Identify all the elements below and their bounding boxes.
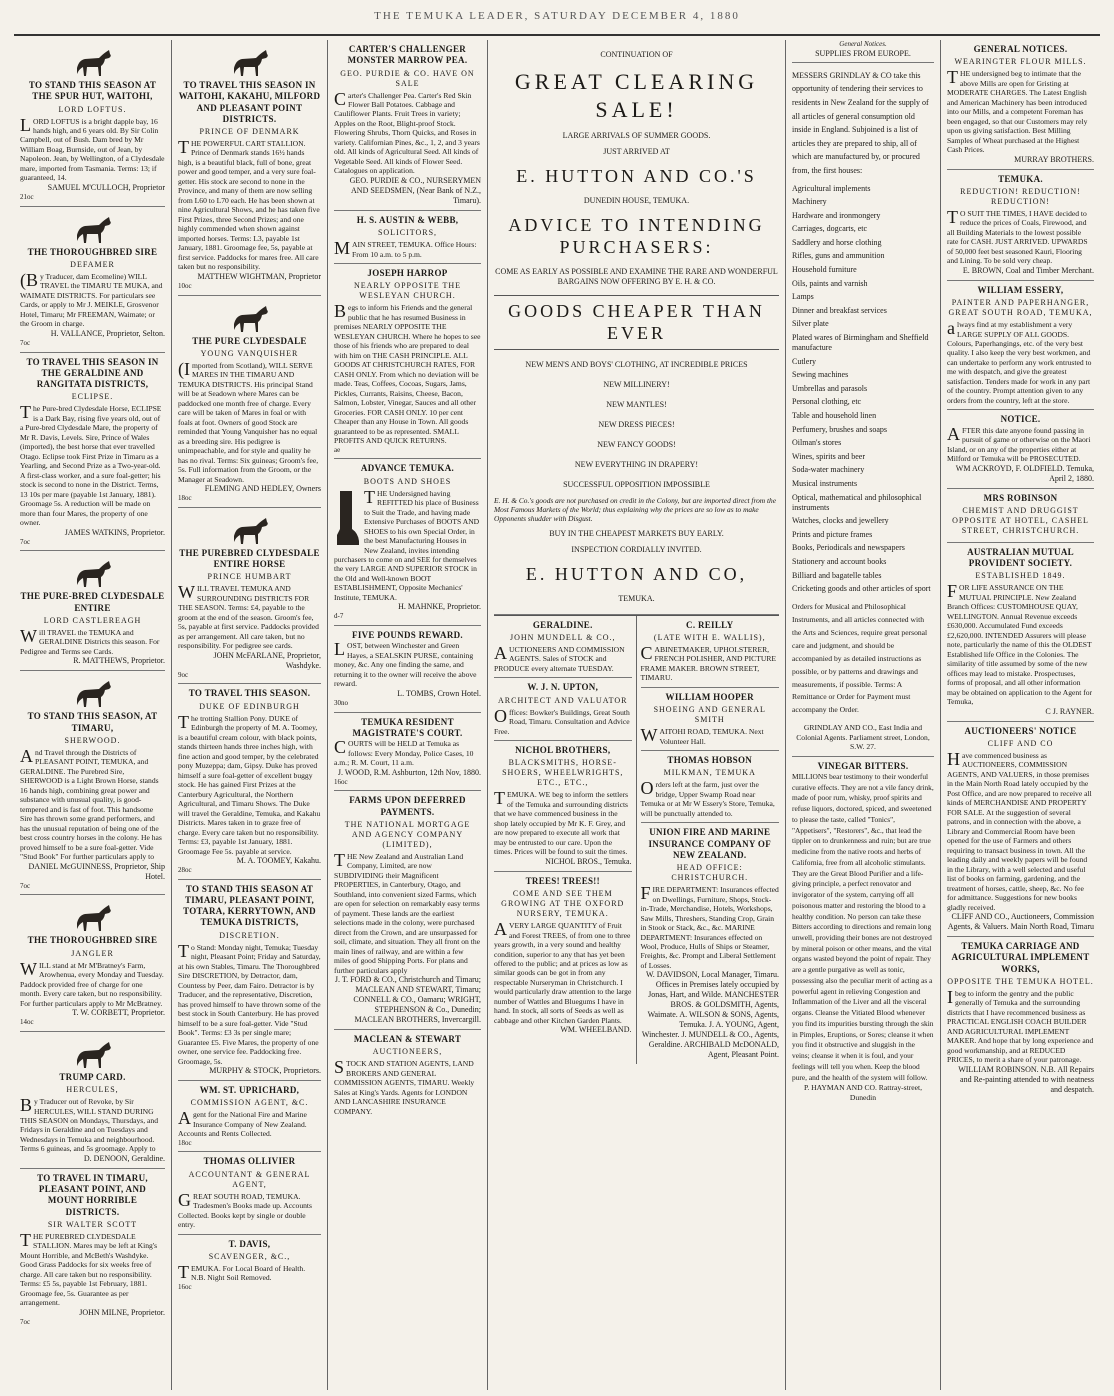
advertisement [334,459,481,626]
kicker: CONTINUATION OF [600,50,673,59]
goods-line: NEW EVERYTHING IN DRAPERY! [574,459,699,469]
ad-signature: MURPHY & STOCK, Proprietors. [209,1066,321,1076]
ad-title: MRS ROBINSON [983,492,1058,503]
ad-body: FOR LIFE ASSURANCE ON THE MUTUAL PRINCIPLE. New Zealand Branch Offices: CUSTOMHOUSE QUAY, WELLINGTON. Annual Revenue exceeds £630,000. Accumulated Fund exceeds £2,620,000. INTENDED Assurers will please note, particularly the name of this the OLDEST Established life Office in the Colonies. The similarity of title assumed by some of the new offices may lead to mistake. Prospectuses, forms of proposal, and all other information may be obtained on application to the Agent for Temuka, [947,581,1093,707]
ad-code: 16oc [334,777,348,786]
ad-title: GERALDINE. [532,619,593,630]
ad-subtitle: SHERWOOD. [64,735,121,745]
ad-subtitle: WEARINGTER FLOUR MILLS. [954,57,1087,67]
advertisement [494,616,632,679]
just-arrived-line: JUST ARRIVED AT [603,147,670,156]
advertisement [20,353,165,552]
ad-signature: SAMUEL M'CULLOCH, Proprietor [47,182,165,192]
article-item: Carriages, dogcarts, etc [792,224,868,234]
ad-body: The trotting Stallion Pony. DUKE of Edinburgh the property of M. A. Toomey, is a beautiful cream colour, with black points, stands thirteen hands three inches high, with fine action and good temper, by the celebrated pony Muzeppa; dam, Gipsy. Duke has proved himself a sure foal-getter of excellent buggy stock. He has gained First Prizes at the Canterbury Agricultural, the Northern Agricultural, and Timaru Shows. The Duke will travel the Geraldine, Temuka, and Kakahu Districts. Mares taken in to graze free of charge. Every care taken but no responsibility. Terms: £3, payable 1st January, 1881. Groomage Fee 5s. payable at service. [178,711,321,856]
advertisement [947,722,1094,937]
advertisement [947,543,1094,722]
advertisement [947,410,1094,488]
opposition-line: SUCCESSFUL OPPOSITION IMPOSSIBLE [563,479,710,489]
ad-subtitle: COME AND SEE THEM GROWING AT THE OXFORD NURSERY, TEMUKA. [501,889,625,919]
ad-body: THE undersigned beg to intimate that the above Mills are open for Gristing at MODERATE CHARGES. The Latest English and American Machinery has been introduced into our Mills, and a competent Foreman has been engaged, so that our Customers may rely upon us giving satisfaction. Best Milling Samples of Wheat purchased at the Highest Cash Prices. [947,67,1088,155]
ad-body: STOCK AND STATION AGENTS, LAND BROKERS AND GENERAL COMMISSION AGENTS, TIMARU. Weekly Sales at King's Yards. Agents for LONDON AND LANCASHIRE INSURANCE COMPANY. [334,1057,475,1116]
article-item: Optical, mathematical and philosophical instruments [792,492,922,512]
house-line: DUNEDIN HOUSE, TEMUKA. [583,195,690,205]
ad-subtitle: HERCULES, [66,1085,119,1095]
advertisement [20,1032,165,1169]
grindlay-outro: Orders for Musical and Philosophical Instruments, and all articles connected with the Arts and Sciences, require great personal care and judgment, and should be accompanied by as detailed instructions as possible, or by patterns and drawings and measurements, if possible. Terms: A Remittance or Order for Payment must accompany the Order. [792,602,928,715]
ad-title: THE PURE CLYDESDALE [192,335,307,346]
ad-subtitle: SCAVENGER, &C., [208,1251,291,1261]
masthead: THE TEMUKA LEADER, SATURDAY DECEMBER 4, 1880 [374,10,740,22]
ad-body: THE New Zealand and Australian Land Company, Limited, are now SUBDIVIDING their Magnificent PROPERTIES, in Canterbury, Otago, and Southland, into convenient sized Farms, which are open for selection on remarkably easy terms of payment. These lands are the earliest selections made in the colony, were purchased direct from the Crown, and are unsurpassed for soil, climate, and situation. They all front on the main lines of railway, and are within a few miles of good Shipping Ports. For plans and further particulars apply [334,849,481,975]
ad-title: NOTICE. [1000,414,1041,425]
column-4-left-ads [494,616,637,1065]
ad-title: TREES! TREES!! [525,875,600,886]
ad-signature: MATTHEW WIGHTMAN, Proprietor [197,271,321,281]
article-item: Personal clothing, etc [792,397,862,407]
masthead-rule [14,34,1100,36]
ad-title: WILLIAM ESSERY, [977,284,1064,295]
ad-body: By Traducer out of Revoke, by Sir HERCULES, WILL STAND DURING THIS SEASON on Mondays, Thursdays, and Fridays in Geraldine and on Tuesdays and Wednesdays in Temuka and neighbourhood. Terms 6 guineas, and 5s groomage. Apply to [20,1095,159,1154]
grindlay-signature: GRINDLAY AND CO., East India and Colonial Agents. Parliament street, London, S.W. 27. [792,723,934,756]
advertisement [641,823,780,1064]
advertisement [178,1152,321,1234]
ad-title: AUSTRALIAN MUTUAL PROVIDENT SOCIETY. [967,546,1074,569]
ad-title: CARTER'S CHALLENGER MONSTER MARROW PEA. [347,44,468,66]
ad-signature: R. MATTHEWS, Proprietor. [73,656,165,666]
ad-body: AUCTIONEERS AND COMMISSION AGENTS. Sales of STOCK and PRODUCE every alternate TUESDAY. [494,643,625,673]
arrivals-line: LARGE ARRIVALS OF SUMMER GOODS. [562,131,711,140]
ad-body: MAIN STREET, TEMUKA. Office Hours: From 10 a.m. to 5 p.m. [334,238,477,259]
goods-line: NEW MILLINERY! [603,379,670,389]
ad-subtitle: OPPOSITE THE TEMUKA HOTEL. [947,976,1094,986]
ad-subtitle: DEFAMER [70,259,115,269]
ad-signature: MURRAY BROTHERS. [1014,154,1094,164]
boot-illustration [334,489,360,547]
ad-code: 28oc [178,865,192,874]
article-item: Silver plate [792,319,829,329]
ad-title: WM. ST. UPRICHARD, [199,1085,300,1096]
ad-signature: W. DAVIDSON, Local Manager, Timaru. Offices in Premises lately occupied by Jonas, Hart, and Wilde. MANCHESTER BROS. & GOLDSMITH, Agents, Waimate. A. WILSON & SONS, Agents, Temuka. J. A. YOUNG, Agent, Winchester. J. MUNDELL & CO., Agents, Geraldine. ARCHIBALD McDONALD, Agent, Pleasant Point. [641,970,779,1060]
article-item: Oils, paints and varnish [792,278,868,288]
advertisement [178,40,321,296]
advertisement [20,671,165,895]
ad-subtitle: THE NATIONAL MORTGAGE AND AGENCY COMPANY (LIMITED), [344,819,471,849]
ad-title: THOMAS OLLIVIER [203,1156,296,1167]
ad-subtitle: JANGLER [71,948,114,958]
ad-signature: FLEMING AND HEDLEY, Owners [204,484,321,494]
advertisement [334,264,481,459]
advertisement [20,1169,165,1331]
advertisement [947,281,1094,411]
vinegar-body: MILLIONS bear testimony to their wonderful curative effects. They are not a vile fancy drink, made of poor rum, whisky, proof spirits and refuse liquors, doctored, spiced, and sweetened to please the taste, called "Tonics", "Appetisers", "Restorers", &c., that lead the tippler on to drunkenness and ruin; but are true medicine from the native roots and herbs of California, free from all alcoholic stimulants. They are the Great Blood Purifier and a life-giving principle, a perfect renovator and invigorator of the system, carrying off all poisonous matter and restoring the blood to a healthy condition. No person can take these Bitters according to directions and remain long unwell, providing their bones are not destroyed by mineral poison or other means, and the vital organs wasted beyond the point of repair. They are a gentle purgative as well as tonic, possessing also the peculiar merit of acting as a powerful agent in relieving Congestion and Inflammation of the Liver and all the visceral organs. Cleanse the Vitiated Blood whenever you find its impurities bursting through the skin in Pimples, Eruptions, or Sores; cleanse it when you find it obstructive and sluggish in the veins; cleanse it when it is foul, and your feelings will tell you when. Keep the blood pure, and the health of the system will follow. [792,771,934,1082]
ad-code: 7oc [20,338,31,347]
buy-line: BUY IN THE CHEAPEST MARKETS BUY EARLY. [549,529,724,539]
come-early-line: COME AS EARLY AS POSSIBLE AND EXAMINE THE RARE AND WONDERFUL BARGAINS NOW OFFERING BY E. H. & CO. [495,266,778,286]
ad-signature: J. WOOD, R.M. Ashburton, 12th Nov, 1880. [337,767,481,777]
advertisement [494,678,632,741]
ad-code: 9oc [178,670,189,679]
ad-title: MACLEAN & STEWART [353,1034,462,1045]
ad-title: UNION FIRE AND MARINE INSURANCE COMPANY OF NEW ZEALAND. [648,827,771,860]
horse-illustration [71,901,115,933]
advertisement [494,872,632,1040]
ad-body: Orders left at the farm, just over the bridge, Upper Swamp Road near Temuka or at Mr W Essery's Store, Temuka, will be punctually attended to. [640,778,775,818]
ad-title: THE THOROUGHBRED SIRE [27,246,158,257]
ad-title: TEMUKA. [998,173,1043,184]
ad-signature: C J. RAYNER. [1045,706,1094,716]
ad-code: 16oc [178,1282,192,1291]
vinegar-heading: VINEGAR BITTERS. [817,760,909,771]
ad-title: TEMUKA CARRIAGE AND AGRICULTURAL IMPLEMENT WORKS, [951,941,1090,974]
ad-code: 30no [334,698,348,707]
advertisement [641,751,780,823]
column-4-clearing-sale [488,40,786,1390]
ad-title: TO STAND THIS SEASON AT TIMARU, PLEASANT POINT, TOTARA, KERRYTOWN, AND TEMUKA DISTRICTS, [183,883,316,928]
ad-body: Ibeg to inform the gentry and the public generally of Temuka and the surrounding districts that I have recommenced business as PRACTICAL ENGLISH COACH BUILDER AND AGRICULTURAL IMPLEMENT MAKER. And hope that by long experience and good workmanship, and at REDUCED PRICES, to merit a share of your patronage. [947,986,1094,1065]
advertisement [178,1235,321,1296]
inspection-line: INSPECTION CORDIALLY INVITED. [571,545,702,555]
ad-signature: D. DENOON, Geraldine. [83,1153,165,1163]
ad-subtitle: LORD LOFTUS. [58,104,127,114]
ad-signature: L. TOMBS, Crown Hotel. [397,688,481,698]
advertisement [334,791,481,1030]
ad-body: LOST, between Winchester and Green Hayes, a SEALSKIN PURSE, containing money, &c. Any one finding the same, and returning it to the owner will receive the above reward. [334,639,477,689]
ad-subtitle: ESTABLISHED 1849. [975,571,1066,581]
column-2 [172,40,328,1390]
horse-illustration [228,302,272,334]
ad-subtitle: BLACKSMITHS, HORSE-SHOERS, WHEELWRIGHTS, ETC., ETC., [502,758,624,788]
ad-subtitle: CHEMIST AND DRUGGIST OPPOSITE AT HOTEL, CASHEL STREET, CHRISTCHURCH. [952,505,1089,535]
ad-body: LORD LOFTUS is a bright dapple bay, 16 hands high, and 6 years old. By Sir Colin Campbell, out of Bush. Dam bred by Mr William Boag, Burnside, out of Jean, by Napoleon. Jean, by Wellington, of a Clydesdale mare, imported from Tasmania. Terms: 13; if guaranteed, 14. [20,114,165,183]
article-item: Table and household linen [792,411,877,420]
ad-code: 7oc [20,537,31,546]
ad-subtitle: GEO. PURDIE & CO. HAVE ON SALE [340,68,475,88]
article-item: Watches, clocks and jewellery [792,516,889,526]
cheaper-heading: GOODS CHEAPER THAN EVER [494,295,779,350]
ad-signature: JOHN McFARLANE, Proprietor, Washdyke. [213,650,321,670]
advertisement [947,937,1094,1099]
firm-name: E. HUTTON AND CO.'S [516,166,757,186]
article-item: Stationery and account books [792,556,887,566]
article-item: Sewing machines [792,370,849,380]
ad-subtitle: ARCHITECT AND VALUATOR [498,695,628,705]
ad-subtitle: SOLICITORS, [377,228,438,238]
goods-line: NEW DRESS PIECES! [598,419,675,429]
ad-body: (By Traducer, dam Ecomeline) WILL TRAVEL the TIMARU TE MUKA, and WAIMATE DISTRICTS. For particulars see Cards, or apply to Mr J. MEIKLE, Grosvenor Hotel, Timaru; Mr FREEMAN, Waimate; or the Groom in charge. [20,269,163,329]
advertisement [334,626,481,712]
advertisement [178,880,321,1081]
advertisement [20,895,165,1031]
ad-body: WILL TRAVEL TEMUKA AND SURROUNDING DISTRICTS FOR THE SEASON. Terms: £4, payable to the groom at the end of the season. Groom's fee, 5s, payable at first service. Paddocks provided as per arrangement. All care taken, but no responsibility. For pedigree see cards. [178,582,319,651]
ad-code: ae [334,445,341,454]
ad-title: W. J. N. UPTON, [527,682,599,693]
article-item: Cricketing goods and other articles of sport [792,584,931,594]
ad-title: FIVE POUNDS REWARD. [352,630,463,641]
article-item: Wines, spirits and beer [792,451,865,461]
ad-title: TO TRAVEL THIS SEASON. [188,688,311,699]
ad-title: WILLIAM HOOPER [665,691,754,702]
advertisement [494,741,632,872]
ad-body: Carter's Challenger Pea. Carter's Red Skin Flower Ball Potatoes. Cabbage and Cauliflower Plants. Fruit Trees in variety; Apples on the Root, Blight-proof Stock. Flowering Shrubs, Thorn Quicks, and Roses in variety. Californian Pines, &c., 1, 2, and 3 years old. All kinds of Agricultural Seed. All kinds of Vegetable Seed. All kinds of Flower Seed. Catalogues on application. [334,88,480,176]
advertisement [178,1081,321,1152]
ad-subtitle: NEARLY OPPOSITE THE WESLEYAN CHURCH. [353,281,462,301]
ad-signature: M. A. TOOMEY, Kakahu. [236,855,321,865]
ad-code: 18oc [178,494,192,503]
article-item: Agricultural implements [792,183,871,193]
ad-title: TO TRAVEL THIS SEASON IN THE GERALDINE AND RANGITATA DISTRICTS, [26,356,159,390]
column-6 [941,40,1100,1390]
ad-body: The Pure-bred Clydesdale Horse, ECLIPSE is a Dark Bay, rising five years old, out of a Pure-bred Clydesdale Mare, the property of Mr R. Davis, Levels. Sire, Prince of Wales (imported), the best horse that ever travelled Otago. Eclipse took First Prize in Timaru as a Yearling, and Second Prize as a Two-year-old. A first-class worker, and a sure foal-getter; his stock is second to none in the District. Terms, 13 10s per mare (payable 1st January, 1881). Groomage 5s. A reduction will be made on more than four Mares, the property of one owner. [20,402,162,528]
ad-signature: DANIEL McGUINNESS, Proprietor, Ship Hotel. [28,861,165,881]
ad-signature: J. T. FORD & CO., Christchurch and Timaru; MACLEAN AND STEWART, Timaru; CONNELL & CO., Oamaru; WRIGHT, STEPHENSON & Co., Dunedin; MACLEAN BROTHERS, Invercargill. [334,975,481,1025]
ad-title: C. REILLY [686,619,734,630]
ad-signature: JOHN MILNE, Proprietor. [79,1307,165,1317]
ad-subtitle: PRINCE HUMBART [207,572,292,582]
ad-title: THE PURE-BRED CLYDESDALE ENTIRE [20,591,165,613]
firm-name-footer: E. HUTTON AND CO, [525,564,748,585]
article-item: Household furniture [792,265,857,275]
ad-signature: WILLIAM ROBINSON. N.B. All Repairs and Re-painting attended to with neatness and despatch. [958,1064,1094,1094]
ad-subtitle: YOUNG VANQUISHER [200,348,299,358]
goods-line: NEW MEN'S AND BOYS' CLOTHING, AT INCREDIBLE PRICES [525,359,748,369]
ad-body: AFTER this date anyone found passing in pursuit of game or otherwise on the Maori Island, or on any of the properties either at Milford or Temuka will be PROSECUTED. [947,423,1091,464]
article-item: Books, Periodicals and newspapers [792,543,905,553]
ad-code: 7oc [20,1317,31,1326]
ad-body: And Travel through the Districts of PLEASANT POINT, TEMUKA, and GERALDINE. The Purebred Sire, SHERWOOD is a Light Brown Horse, stands 16 hands high, combining great power and substance with unusual quality, is good-tempered and is fast of foot. This handsome Sire has thrown some grand performers, and has the unusual reputation of being one of the best cross country horses in the colony. He has proved himself to be a sure foal-getter. Vide "Stud Book" For further particulars apply to [20,745,162,862]
article-item: Machinery [792,197,827,207]
ad-subtitle: ECLIPSE. [71,392,114,402]
horse-illustration [71,557,115,589]
articles-list [792,184,934,596]
advertisement [334,713,481,792]
ad-body: GREAT SOUTH ROAD, TEMUKA. Tradesmen's Books made up. Accounts Collected. Books kept by single or double entry. [178,1189,312,1230]
supplies-heading: SUPPLIES FROM EUROPE. [792,49,934,63]
ad-code: d-7 [334,612,344,621]
ad-body: TEMUKA. WE beg to inform the settlers of the Temuka and surrounding districts that we have commenced business in the shop lately occupied by Mr K. F. Grey, and are now prepared to execute all work that may be entrusted to our care. Upon the times. Prices will be found to suit the times. [494,788,629,857]
ad-code: 10oc [178,281,192,290]
ad-signature: E. BROWN, Coal and Timber Merchant. [962,265,1094,275]
advertisement [947,40,1094,170]
advertisement [178,508,321,685]
ad-subtitle: DUKE OF EDINBURGH [199,701,300,711]
vinegar-signature: P. HAYMAN AND CO. Rattray-street, Dunedin [803,1083,923,1102]
ad-title: TO TRAVEL THIS SEASON IN WAITOHI, KAKAHU, MILFORD AND PLEASANT POINT DISTRICTS. [178,80,321,124]
article-item: Hardware and ironmongery [792,210,881,220]
ad-body: THE Undersigned having REFITTED his place of Business to Suit the Trade, and having made Extensive Purchases of BOOTS AND SHOES to his own Special Order, in the best Manufacturing Houses in New Zealand, invites intending purchasers to come on and SEE for themselves the very LARGE AND SUPERIOR STOCK in the Old and Well-known BOOT ESTABLISHMENT, Opposite Mechanics' Institute, TEMUKA. [334,486,480,602]
ad-title: THOMAS HOBSON [667,755,753,766]
advertisement [20,40,165,207]
ad-title: THE PUREBRED CLYDESDALE ENTIRE HORSE [179,547,320,570]
ad-signature: JAMES WATKINS, Proprietor. [64,527,165,537]
ad-body: AVERY LARGE QUANTITY of Fruit and Forest TREES, of from one to three years growth, in a very sound and healthy condition, superior to any that has yet been offered to the public; and at prices as low as similar goods can be got in from any respectable Nurseryman in Christchurch. I would particularly draw attention to the large number of Wattles and Bluegums I have in hand. In stock, all sorts of Seeds as well as cabbage and other Kitchen Garden Plants. [494,919,632,1025]
advertisement [178,684,321,879]
advertisement [641,688,780,751]
column-5-grindlay [786,40,941,1390]
horse-illustration [71,46,115,78]
article-item: Oilman's stores [792,438,842,448]
horse-illustration [71,677,115,709]
ad-signature: H. VALLANCE, Proprietor, Selton. [50,328,165,338]
ad-title: THE THOROUGHBRED SIRE [27,935,158,946]
ad-title: TO STAND THIS SEASON AT THE SPUR HUT, WAITOHI, [28,80,157,102]
ad-subtitle: LORD CASTLEREAGH [43,615,142,625]
ad-body: Have commenced business as AUCTIONEERS, COMMISSION AGENTS, AND VALUERS, in those premises in the Main North Road lately occupied by the Post Office, and are now prepared to receive all kinds of MERCHANDISE AND PROPERTY FOR SALE. At the suggestion of several patrons, and in connection with the above, a Library and Commercial Room have been opened for the use of Farmers and others requiring to transact business in town. All the leading daily and weekly papers will be found in the Library, with a well selected and useful list of books on farming, gardening, and the treatment of horses, cattle, sheep, &c. No fee for admittance. Suggestions for new books gladly received. [947,748,1092,912]
article-item: Cutlery [792,356,816,366]
column-1 [14,40,172,1390]
ad-signature: WM. WHEELBAND. [560,1025,632,1035]
ad-body: WAITOHI ROAD, TEMUKA. Next Volunteer Hall. [640,725,764,746]
ad-subtitle: COMMISSION AGENT, &C. [190,1098,309,1108]
article-item: Prints and picture frames [792,529,873,539]
column-3 [328,40,488,1390]
advice-heading: ADVICE TO INTENDING PURCHASERS: [508,214,765,257]
ad-subtitle: JOHN MUNDELL & CO., [509,633,616,642]
ad-subtitle: ACCOUNTANT & GENERAL AGENT, [188,1169,311,1189]
ad-body: Begs to inform his Friends and the general public that he has resumed Business in premises NEARLY OPPOSITE THE WESLEYAN CHURCH. Where he hopes to see those of his friends who are prepared to deal with him on THE CASH PRINCIPLE. ALL GOODS AT CHRISTCHURCH RATES, FOR CASH ONLY. From which no deviation will be made. Teas, Coffees, Cocoas, Sugars, Jams, Pickles, Currants, Raisins, Cheese, Bacon, Salmon, Lobster, Vinegar, Sauces and all other Groceries. FOR CASH ONLY. 10 per cent Cheaper than any House in Town. All goods guaranteed to be as represented. SMALL PROFITS AND QUICK RETURNS. [334,301,481,446]
ad-title: GENERAL NOTICES. [973,44,1068,54]
goods-line: NEW MANTLES! [606,399,667,409]
ad-body: Will TRAVEL the TEMUKA and GERALDINE Districts this season. For Pedigree and Terms see Cards. [20,625,160,656]
ad-subtitle: CLIFF AND CO [987,738,1054,748]
ad-title: H. S. AUSTIN & WEBB, [356,214,459,225]
ad-subtitle: SIR WALTER SCOTT [47,1219,138,1229]
ad-body: COURTS will be HELD at Temuka as follows: Every Monday, Police Cases, 10 a.m.; R. M. Court, 11 a.m. [334,737,474,768]
ad-subtitle: SHOEING AND GENERAL SMITH [653,705,766,725]
article-item: Saddlery and horse clothing [792,237,882,247]
ad-signature: NICHOL BROS., Temuka. [545,856,632,866]
ad-signature: GEO. PURDIE & CO., NURSERYMEN AND SEEDSMEN, (Near Bank of N.Z., Timaru). [349,175,481,205]
ad-subtitle: DISCRETION. [219,930,280,940]
goods-line: NEW FANCY GOODS! [597,439,676,449]
advertisement [334,1030,481,1120]
ad-subtitle: HEAD OFFICE: CHRISTCHURCH. [671,863,749,883]
ad-subtitle: REDUCTION! REDUCTION! REDUCTION! [960,186,1081,206]
ad-body: TO SUIT THE TIMES, I HAVE decided to reduce the prices of Coals, Firewood, and all Building Materials to the lowest possible rate for CASH. JUST ARRIVED. UPWARDS of 50,000 feet best seasoned Kauri, Flooring and Lining. To be sold very cheap. [947,206,1088,266]
ad-body: THE POWERFUL CART STALLION. Prince of Denmark stands 16½ hands high, is a beautiful black, full of bone, great power and good temper, and a very sure foal-getter. His stock are second to none in the Province, and many of them are now selling from L60 to L70 each. He has been shown at nine Agricultural Shows, and he has taken five First Prizes, three Second Prizes; and one highly commended when shown against imported horses. Terms: L3, payable 1st January, 1881. Groomage fee, 5s, payable at first service. Paddocks for mares free. All care taken but no responsibility. [178,137,320,272]
advertisement [20,207,165,353]
ad-code: 7oc [20,881,31,890]
ad-signature: T. W. CORBETT, Proprietor. [72,1008,165,1018]
ad-title: T. DAVIS, [228,1238,271,1249]
ad-code: 18oc [178,1138,192,1147]
ad-title: FARMS UPON DEFERRED PAYMENTS. [349,795,466,817]
article-item: Perfumery, brushes and soaps [792,424,888,434]
article-item: Dinner and breakfast services [792,305,887,315]
ad-subtitle: PAINTER AND PAPERHANGER, GREAT SOUTH ROAD, TEMUKA, [948,298,1093,318]
article-item: Plated wares of Birmingham and Sheffield manufacture [792,333,929,353]
ad-signature: WM ACKROYD, F. OLDFIELD. Temuka, April 2, 1880. [955,463,1094,483]
advertisement [178,296,321,508]
ad-subtitle: PRINCE OF DENMARK [199,127,300,136]
newspaper-page [14,40,1100,1390]
ad-body: (Imported from Scotland), WILL SERVE MARES IN THE TIMARU AND TEMUKA DISTRICTS. His principal Stand will be at Seadown where Mares can be paddocked one month free of charge. Every care will be taken of Mares in foal or with foals at foot. Owners of good Stock are reminded that Young Vanquisher has no equal as a breeding sire. His pedigree is unimpeachable, and for style and quality he has no rival. Terms: Six guineas; Groom's fee, 5s. Full information from the Groom, or the Manager at Seadown. [178,358,319,484]
ad-subtitle: (LATE WITH E. WALLIS), [653,633,766,642]
clearing-sale-ad [494,40,779,615]
ad-body: FIRE DEPARTMENT: Insurances effected on Dwellings, Furniture, Shops, Stock-in-Trade, Merchandise, Hotels, Workshops, Saw Mills, Threshers, Standing Crop, Grain in Stook or Stack, &c., &c. MARINE DEPARTMENT: Insurances effected on Wool, Produce, Hulls of Ships or Steamer, Freights, &c. Prompt and Liberal Settlement of Losses. [640,883,779,970]
clearing-sale-headline: GREAT CLEARING SALE! [514,69,759,122]
ad-subtitle: BOOTS AND SHOES [363,476,452,486]
advertisement [334,211,481,264]
advertisement [334,40,481,211]
ad-title: TO TRAVEL IN TIMARU, PLEASANT POINT, AND MOUNT HORRIBLE DISTRICTS. [37,1172,148,1217]
article-item: Umbrellas and parasols [792,383,868,393]
advertisement [20,551,165,671]
ad-title: TEMUKA RESIDENT MAGISTRATE'S COURT. [352,716,463,738]
import-paragraph: E. H. & Co.'s goods are not purchased on credit in the Colony, but are imported direct from the Most Famous Markets of the World; thus explaining why the prices are so low as to make Opponents shudder with Disgust. [494,495,776,523]
ad-body: To Stand: Monday night, Temuka; Tuesday night, Pleasant Point; Friday and Saturday, at his own Stables, Timaru. The Thoroughbred Sire DISCRETION, by Detractor, dam, Countess by Peer, dam Fairo. Detractor is by Traducer, and the representative, Discretion, has proved himself to have thrown some of the best stock in South Canterbury. He has proved himself to be a sure foal-getter. Vide "Stud Book". Terms: £3 3s per single mare; Guarantee £5. Five Mares, the property of one owner, one service fee. Paddocking free. Groomage, 5s. [178,940,321,1066]
ad-subtitle: MILKMAN, TEMUKA [663,768,756,778]
ad-subtitle: AUCTIONEERS, [372,1047,443,1057]
advertisement [641,616,780,688]
ad-body: TEMUKA. For Local Board of Health. N.B. Night Soil Removed. [178,1261,306,1283]
ad-code: 21oc [20,192,34,201]
goods-lines [494,360,779,470]
column-4-right-ads [637,616,780,1065]
article-item: Rifles, guns and ammunition [792,251,885,261]
advertisement [947,170,1094,281]
horse-illustration [71,1038,115,1070]
article-item: Billiard and bagatelle tables [792,570,882,580]
ad-title: TRUMP CARD. [59,1071,126,1082]
ad-title: AUCTIONEERS' NOTICE [964,725,1077,736]
article-item: Soda-water machinery [792,465,865,475]
town-line: TEMUKA. [618,593,655,603]
ad-body: always find at my establishment a very LARGE SUPPLY OF ALL GOODS. Colours, Paperhangings, etc. of the very best quality. I also keep the very best workmen, and can undertake to perform any work entrusted to me with despatch, and give the greatest satisfaction. Tenders made for work in any part of the country. Prompt attention given to any orders from the country, left at the store. [947,318,1092,405]
horse-illustration [228,514,272,546]
ad-title: TO STAND THIS SEASON, AT TIMARU, [27,711,158,733]
ad-title: JOSEPH HARROP [367,268,448,279]
ad-title: NICHOL BROTHERS, [515,745,611,756]
ad-body: Agent for the National Fire and Marine Insurance Company of New Zealand. Accounts and Rents Collected. [178,1108,307,1139]
ad-title: ADVANCE TEMUKA. [360,463,455,474]
ad-body: CABINETMAKER, UPHOLSTERER, FRENCH POLISHER, AND PICTURE FRAME MAKER. BROWN STREET, TIMARU. [640,643,777,683]
horse-illustration [71,213,115,245]
advertisement [947,489,1094,543]
horse-illustration [228,46,272,78]
article-item: Lamps [792,292,814,302]
article-item: Musical instruments [792,478,858,488]
ad-body: Offices: Bowker's Buildings, Great South Road, Timaru. Consultation and Advice Free. [494,705,630,736]
ad-body: WILL stand at Mr M'Bratney's Farm, Arowhenua, every Monday and Tuesday. Paddock provided free of charge for one month. Every care taken, but no responsibility. For further particulars apply to Mr McBratney. [20,958,164,1008]
ad-code: 14oc [20,1018,34,1027]
ad-body: THE PUREBRED CLYDESDALE STALLION. Mares may be left at King's Mount Horrible, and McBeth's Washdyke. Good Grass Paddocks for six weeks free of charge. All care taken but no responsibility. Terms: £5 5s, payable 1st February, 1881. Groomage fee, 5s. Guarantee as per arrangement. [20,1229,158,1308]
general-notices-header: General Notices. [839,40,887,48]
ad-signature: CLIFF AND CO., Auctioneers, Commission Agents, & Valuers. Main North Road, Timaru [947,912,1094,932]
grindlay-intro: MESSERS GRINDLAY & CO take this opportunity of tendering their services to residents in New Zealand for the supply of all articles of general consumption old inside in England. Subjoined is a list of articles they are prepared to ship, all of which are manufactured by, or procured from, the first houses: [792,70,929,175]
ad-signature: H. MAHNKE, Proprietor. [398,602,481,612]
